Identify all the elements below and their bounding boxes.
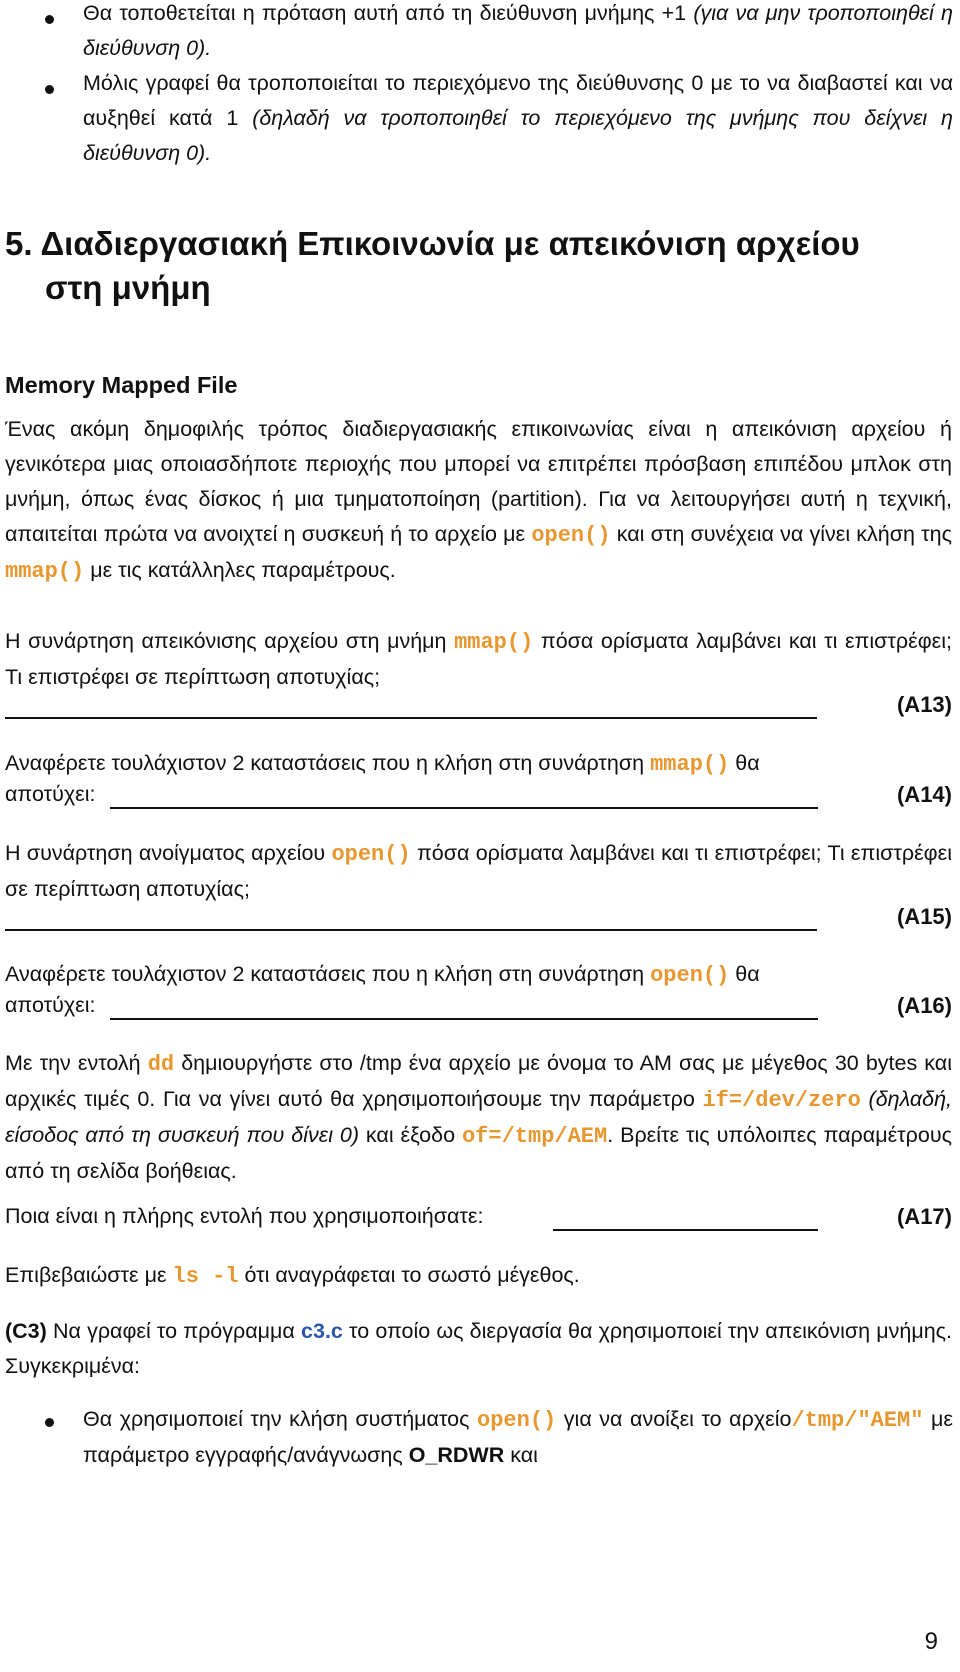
paragraph-text: με τις κατάλληλες παραμέτρους. <box>84 558 396 582</box>
paragraph-text: δημιουργήστε στο /tmp ένα αρχείο με όνομα το ΑΜ σας με μέγεθος 30 bytes και αρχικές τιμές 0. Για να γίνει αυτό θα χρησιμοποιήσουμε την παράμετρο <box>5 1051 952 1111</box>
bullet-text: για να ανοίξει το αρχείο <box>556 1407 792 1431</box>
bullet-marker <box>45 15 54 24</box>
dd-paragraph <box>5 1046 952 1189</box>
bullet-text-italic: (δηλαδή να τροποποιηθεί το περιεχόμενο της μνήμης που δείχνει η διεύθυνση 0). <box>83 106 953 165</box>
bullet-item <box>83 1402 953 1473</box>
paragraph-text: Με την εντολή <box>5 1051 148 1075</box>
paragraph-text: και έξοδο <box>359 1123 462 1147</box>
answer-code: (A17) <box>896 1204 952 1229</box>
answer-row-a16 <box>5 993 952 1029</box>
answer-line[interactable] <box>110 1018 818 1020</box>
paragraph-text: Επιβεβαιώστε με <box>5 1263 173 1287</box>
answer-line[interactable] <box>5 717 817 719</box>
code-open: open() <box>650 963 730 988</box>
question-text: Αναφέρετε τουλάχιστον 2 καταστάσεις που η κλήση στη συνάρτηση <box>5 962 651 986</box>
question-text: Η συνάρτηση ανοίγματος αρχείου <box>5 841 332 865</box>
paragraph-text: Να γραφεί το πρόγραμμα <box>46 1319 302 1343</box>
bullet-item <box>83 0 953 66</box>
code-path: /tmp/"AEM" <box>791 1408 924 1433</box>
code-of: of=/tmp/AEM <box>461 1124 608 1149</box>
answer-code: (A16) <box>896 993 952 1018</box>
code-filename: c3.c <box>301 1319 343 1343</box>
bullet-text-italic: (για να μην τροποποιηθεί η διεύθυνση 0). <box>83 1 953 60</box>
section-title-line: στη μνήμη <box>45 269 211 306</box>
answer-code: (A13) <box>896 692 952 717</box>
code-open: open() <box>331 842 411 867</box>
bullet-marker <box>45 1418 54 1427</box>
paragraph-text: το οποίο ως διεργασία θα χρησιμοποιεί την απεικόνιση μνήμης. Συγκεκριμένα: <box>5 1319 952 1378</box>
section-title <box>5 222 905 310</box>
page-number: 9 <box>924 1628 938 1655</box>
bullet-marker <box>45 85 54 94</box>
paragraph-text: . Βρείτε τις υπόλοιπες παραμέτρους από τη σελίδα βοήθειας. <box>5 1123 952 1183</box>
paragraph-text-italic: (δηλαδή, είσοδος από τη συσκευή που δίνει 0) <box>5 1087 952 1147</box>
bullet-text: και <box>504 1443 538 1467</box>
paragraph-text: ότι αναγράφεται το σωστό μέγεθος. <box>238 1263 580 1287</box>
section-title-line: 5. Διαδιεργασιακή Επικοινωνία με απεικόνιση αρχείου <box>5 225 860 262</box>
code-ls: ls -l <box>172 1264 239 1289</box>
paragraph-text: Ένας ακόμη δημοφιλής τρόπος διαδιεργασιακής επικοινωνίας είναι η απεικόνιση αρχείου ή γενικότερα μιας οποιασδήποτε περιοχής που μπορεί να επιτρέπει πρόσβαση επιπέδου μπλοκ στη μνήμη, όπως ένας δίσκος ή μια τμηματοποίηση (partition). Για να λειτουργήσει αυτή η τεχνική, απαιτείται πρώτα να ανοιχτεί η συσκευή ή το αρχείο με <box>5 417 952 546</box>
question-a13 <box>5 624 952 695</box>
answer-prefix: αποτύχει: <box>5 993 96 1017</box>
exercise-label: (C3) <box>5 1319 47 1343</box>
bullet-text: Θα χρησιμοποιεί την κλήση συστήματος <box>83 1407 478 1431</box>
bullet-text: Θα τοποθετείται η πρόταση αυτή από τη διεύθυνση μνήμης +1 <box>83 1 694 25</box>
flag-name: O_RDWR <box>408 1443 505 1467</box>
code-mmap: mmap() <box>650 752 730 777</box>
c3-paragraph <box>5 1314 952 1384</box>
intro-paragraph <box>5 412 952 589</box>
bullet-text: με παράμετρο εγγραφής/ανάγνωσης <box>83 1407 953 1467</box>
answer-code: (A14) <box>896 782 952 807</box>
bullet-item <box>83 66 953 171</box>
bullet-text: Μόλις γραφεί θα τροποποιείται το περιεχόμενο της διεύθυνσης 0 με το να διαβαστεί και να αυξηθεί κατά 1 <box>83 71 953 130</box>
answer-line[interactable] <box>553 1229 818 1231</box>
verify-paragraph <box>5 1258 952 1294</box>
question-text: θα <box>729 751 760 775</box>
question-a16 <box>5 957 952 993</box>
code-open: open() <box>531 523 611 548</box>
answer-prefix: αποτύχει: <box>5 782 96 806</box>
paragraph-text: και στη συνέχεια να γίνει κλήση της <box>610 522 952 546</box>
code-dd: dd <box>147 1052 175 1077</box>
answer-row-a15 <box>5 904 952 940</box>
answer-line[interactable] <box>110 807 818 809</box>
question-text: πόσα ορίσματα λαμβάνει και τι επιστρέφει; Τι επιστρέφει σε περίπτωση αποτυχίας; <box>5 841 952 901</box>
answer-code: (A15) <box>896 904 952 929</box>
question-text: πόσα ορίσματα λαμβάνει και τι επιστρέφει; Τι επιστρέφει σε περίπτωση αποτυχίας; <box>5 629 952 689</box>
question-text: θα <box>729 962 760 986</box>
answer-row-a17 <box>5 1204 952 1240</box>
subsection-title: Memory Mapped File <box>5 372 238 398</box>
code-mmap: mmap() <box>5 559 85 584</box>
question-text: Ποια είναι η πλήρης εντολή που χρησιμοποιήσατε: <box>5 1204 484 1228</box>
question-a15 <box>5 836 952 907</box>
answer-row-a13 <box>5 692 952 728</box>
answer-line[interactable] <box>5 929 817 931</box>
code-open: open() <box>477 1408 557 1433</box>
code-if: if=/dev/zero <box>702 1088 861 1113</box>
question-text: Αναφέρετε τουλάχιστον 2 καταστάσεις που η κλήση στη συνάρτηση <box>5 751 651 775</box>
answer-row-a14 <box>5 782 952 818</box>
question-text: Η συνάρτηση απεικόνισης αρχείου στη μνήμη <box>5 629 455 653</box>
code-mmap: mmap() <box>454 630 534 655</box>
question-a14 <box>5 746 952 782</box>
